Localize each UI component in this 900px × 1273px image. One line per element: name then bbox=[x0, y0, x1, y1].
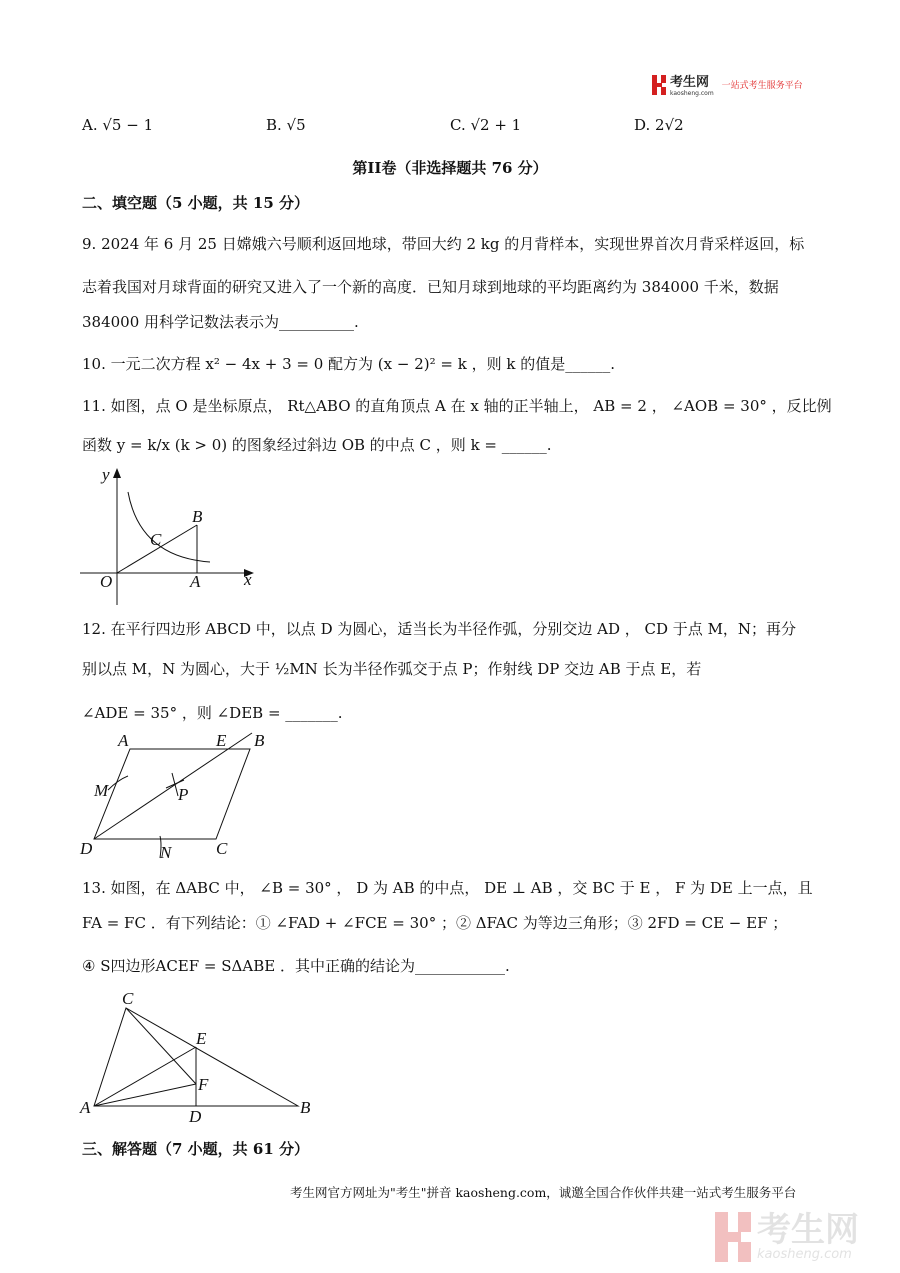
option-c: C. √2 + 1 bbox=[450, 116, 522, 134]
label-a: A bbox=[80, 1098, 91, 1117]
q9-line2: 志着我国对月球背面的研究又进入了一个新的高度．已知月球到地球的平均距离约为 384000 千米，数据 bbox=[82, 278, 779, 296]
option-b: B. √5 bbox=[266, 116, 306, 134]
option-a: A. √5 − 1 bbox=[82, 116, 154, 134]
q12-figure bbox=[78, 728, 278, 866]
logo-slogan: 一站式考生服务平台 bbox=[721, 81, 803, 91]
q12-line1: 12. 在平行四边形 ABCD 中，以点 D 为圆心，适当长为半径作弧，分别交边 AD ， CD 于点 M，N；再分 bbox=[82, 620, 797, 638]
label-c: C bbox=[150, 530, 162, 549]
label-b: B bbox=[192, 507, 203, 526]
q13-figure bbox=[78, 985, 328, 1125]
label-c: C bbox=[216, 839, 228, 858]
watermark bbox=[715, 1209, 859, 1262]
watermark-domain: kaosheng.com bbox=[757, 1246, 852, 1262]
label-x: x bbox=[244, 570, 252, 589]
label-a: A bbox=[118, 731, 129, 750]
q11-figure bbox=[80, 462, 270, 610]
logo-name: 考生网 bbox=[670, 75, 710, 90]
watermark-name: 考生网 bbox=[757, 1209, 859, 1250]
segment-cf bbox=[126, 1008, 196, 1084]
label-b: B bbox=[254, 731, 265, 750]
segment-ae bbox=[94, 1047, 196, 1106]
hyperbola-curve bbox=[128, 492, 210, 562]
label-e: E bbox=[196, 1029, 207, 1048]
section-2-title: 二、填空题（5 小题，共 15 分） bbox=[82, 194, 309, 212]
logo-domain: kaosheng.com bbox=[670, 90, 714, 97]
label-o: O bbox=[100, 572, 113, 591]
parallelogram-abcd bbox=[94, 749, 250, 839]
q11-line1: 11. 如图，点 O 是坐标原点， Rt△ABO 的直角顶点 A 在 x 轴的正半轴上， AB = 2 ， ∠AOB = 30° ，反比例 bbox=[82, 397, 832, 415]
label-d: D bbox=[80, 839, 93, 858]
label-d: D bbox=[189, 1107, 202, 1125]
q13-line1: 13. 如图，在 ΔABC 中， ∠B = 30° ， D 为 AB 的中点， DE ⊥ AB ，交 BC 于 E ， F 为 DE 上一点，且 bbox=[82, 879, 813, 897]
section-3-title: 三、解答题（7 小题，共 61 分） bbox=[82, 1140, 309, 1158]
q10-line1: 10. 一元二次方程 x² − 4x + 3 = 0 配方为 (x − 2)² = k ，则 k 的值是______. bbox=[82, 355, 615, 373]
label-p: P bbox=[178, 785, 189, 804]
label-c: C bbox=[122, 989, 134, 1008]
segment-af bbox=[94, 1084, 196, 1106]
option-d: D. 2√2 bbox=[634, 116, 684, 134]
label-b: B bbox=[300, 1098, 311, 1117]
part-title: 第II卷（非选择题共 76 分） bbox=[352, 159, 548, 177]
watermark-logo-icon bbox=[715, 1212, 751, 1262]
q9-line1: 9. 2024 年 6 月 25 日嫦娥六号顺利返回地球，带回大约 2 kg 的月背样本，实现世界首次月背采样返回，标 bbox=[82, 235, 805, 253]
footer-text: 考生网官方网址为"考生"拼音 kaosheng.com，诚邀全国合作伙伴共建一站式考生服务平台 bbox=[290, 1185, 797, 1200]
logo-icon bbox=[652, 75, 666, 95]
q11-line2: 函数 y = k/x (k > 0) 的图象经过斜边 OB 的中点 C ，则 k = ______. bbox=[82, 436, 552, 454]
label-m: M bbox=[94, 781, 109, 800]
site-logo[interactable] bbox=[652, 72, 803, 97]
label-y: y bbox=[102, 465, 110, 484]
q13-line3: ④ S四边形ACEF = SΔABE ．其中正确的结论为____________. bbox=[82, 957, 510, 975]
label-f: F bbox=[198, 1075, 209, 1094]
q9-line3: 384000 用科学记数法表示为__________. bbox=[82, 313, 359, 331]
q12-line3: ∠ADE = 35° ，则 ∠DEB = _______. bbox=[82, 704, 343, 722]
q12-line2: 别以点 M，N 为圆心，大于 ½MN 长为半径作弧交于点 P；作射线 DP 交边 AB 于点 E，若 bbox=[82, 660, 702, 678]
label-e: E bbox=[216, 731, 227, 750]
label-n: N bbox=[160, 843, 172, 862]
q13-line2: FA = FC ．有下列结论：① ∠FAD + ∠FCE = 30° ；② ΔFAC 为等边三角形；③ 2FD = CE − EF ； bbox=[82, 914, 788, 932]
label-a: A bbox=[190, 572, 201, 591]
